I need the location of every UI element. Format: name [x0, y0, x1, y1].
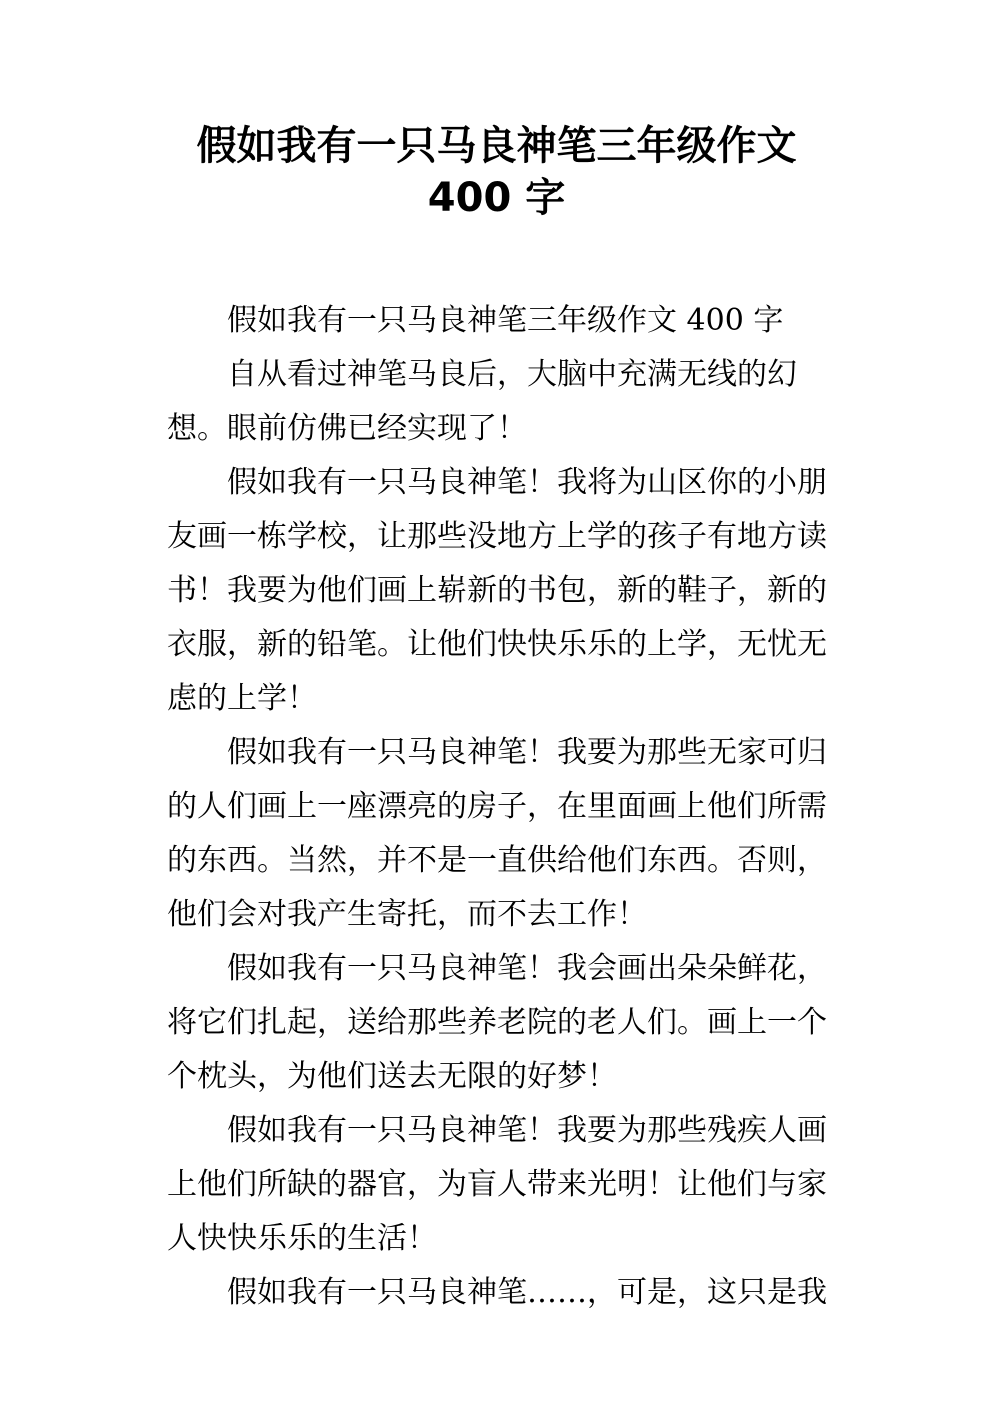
paragraph-1: 假如我有一只马良神笔三年级作文 400 字	[227, 303, 784, 338]
paragraph-2: 自从看过神笔马良后，大脑中充满无线的幻想。眼前仿佛已经实现了！	[167, 357, 797, 446]
title-line-2: 400 字	[427, 175, 566, 221]
paragraph-7: 假如我有一只马良神笔……，可是，这只是我	[227, 1275, 827, 1310]
document-body	[167, 294, 837, 1320]
title-line-1: 假如我有一只马良神笔三年级作文	[196, 123, 797, 169]
paragraph-3: 假如我有一只马良神笔！我将为山区你的小朋友画一栋学校，让那些没地方上学的孩子有地方读书！我要为他们画上崭新的书包，新的鞋子，新的衣服，新的铅笔。让他们快快乐乐的上学，无忧无虑的上学！	[167, 465, 827, 716]
paragraph-4: 假如我有一只马良神笔！我要为那些无家可归的人们画上一座漂亮的房子，在里面画上他们所需的东西。当然，并不是一直供给他们东西。否则，他们会对我产生寄托，而不去工作！	[167, 735, 827, 932]
paragraph-5: 假如我有一只马良神笔！我会画出朵朵鲜花，将它们扎起，送给那些养老院的老人们。画上一个个枕头，为他们送去无限的好梦！	[167, 951, 827, 1094]
document-title	[0, 120, 993, 224]
paragraph-6: 假如我有一只马良神笔！我要为那些残疾人画上他们所缺的器官，为盲人带来光明！让他们与家人快快乐乐的生活！	[167, 1113, 827, 1256]
